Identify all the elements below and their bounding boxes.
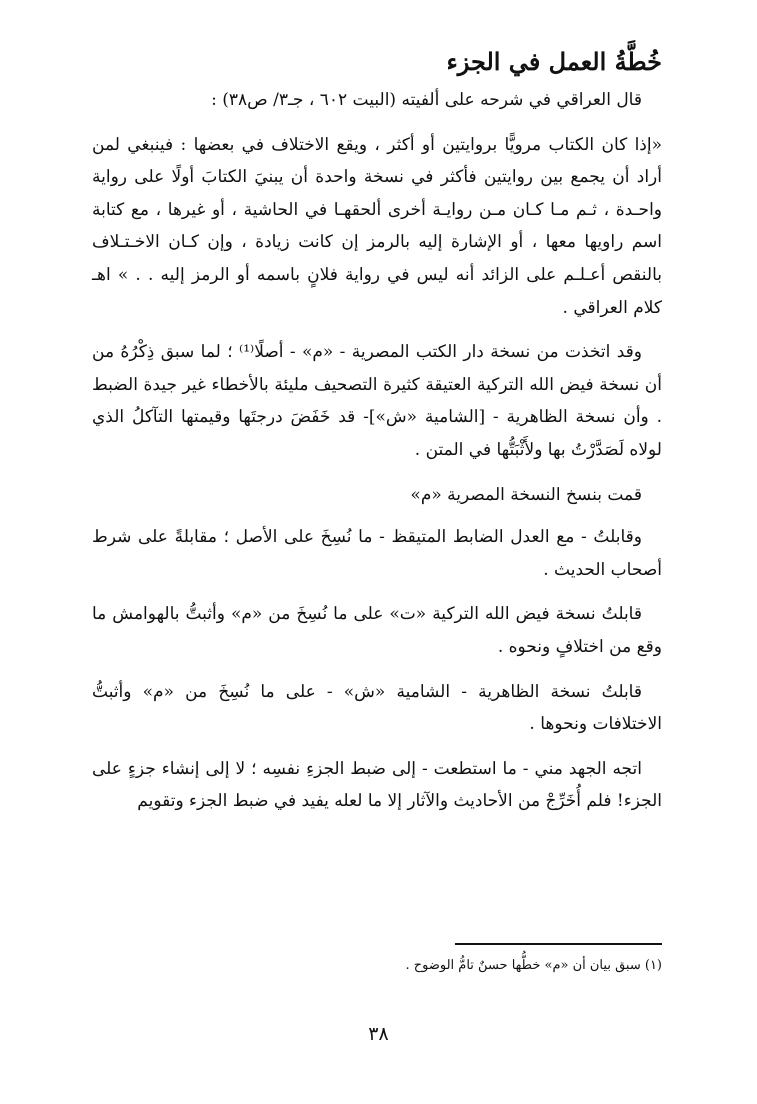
page-number: ٣٨ [368,1023,389,1045]
turkish-copy-paragraph: قابلتُ نسخة فيض الله التركية «ت» على ما نُسِخَ من «م» وأثبتُّ بالهوامش ما وقع من اختلافٍ ونحوه . [92,604,662,657]
section-heading: خُطَّةُ العمل في الجزء [446,47,662,76]
intro-paragraph: قال العراقي في شرحه على ألفيته (البيت ٦٠٢ ، جـ٣/ ص٣٨) : [211,90,642,110]
quote-paragraph: «إذا كان الكتاب مرويًّا بروايتين أو أكثر ، ويقع الاختلاف في بعضها : فينبغي لمن أراد أن يجمع بين روايتين فأكثر في نسخة واحدة أن يبنيَ الكتابَ أولًا على رواية واحـدة ، ثـم مـا كـان مـن روايـة أخرى ألحقهـا في الحاشية ، أو غيرها ، مع كتابة اسم راويها معها ، أو الإشارة إليه بالرمز إن كانت زيادة ، وإن كـان الاخـتـلاف بالنقص أعـلـم على الزائد أنه ليس في رواية فلانٍ باسمه أو الرمز إليه . . » اهـ كلام العراقي . [92,134,662,318]
source-paragraph: وقد اتخذت من نسخة دار الكتب المصرية - «م» - أصلًا⁽¹⁾ ؛ لما سبق ذِكْرُهُ من أن نسخة فيض الله التركية العتيقة كثيرة التصحيف مليئة بالأخطاء غير جيدة الضبط . وأن نسخة الظاهرية - [الشامية «ش»]- قد خَفَضَ درجتَها وقيمتها التآكلُ الذي لولاه لَصَدَّرْتُ بها ولأَثْبَتُّها في المتن . [92,342,662,460]
zahiriyya-copy-paragraph: قابلتُ نسخة الظاهرية - الشامية «ش» - على ما نُسِخَ من «م» وأثبتُّ الاختلافات ونحوها . [92,681,662,735]
copying-paragraph: قمت بنسخ النسخة المصرية «م» [410,484,642,505]
footnote-divider [455,943,662,945]
footnote: (١) سبق بيان أن «م» خطُّها حسنٌ تامُّ الوضوح . [405,958,662,973]
main-text [92,42,662,830]
method-paragraph: اتجه الجهد مني - ما استطعت - إلى ضبط الجزءِ نفسِه ؛ لا إلى إنشاء جزءٍ على الجزء! فلم أُخَرِّجْ من الأحاديث والآثار إلا ما لعله يفيد في ضبط الجزء وتقويم [92,758,662,812]
collation-paragraph: وقابلتُ - مع العدل الضابط المتيقظ - ما نُسِخَ على الأصل ؛ مقابلةً على شرط أصحاب الحديث . [92,527,662,580]
